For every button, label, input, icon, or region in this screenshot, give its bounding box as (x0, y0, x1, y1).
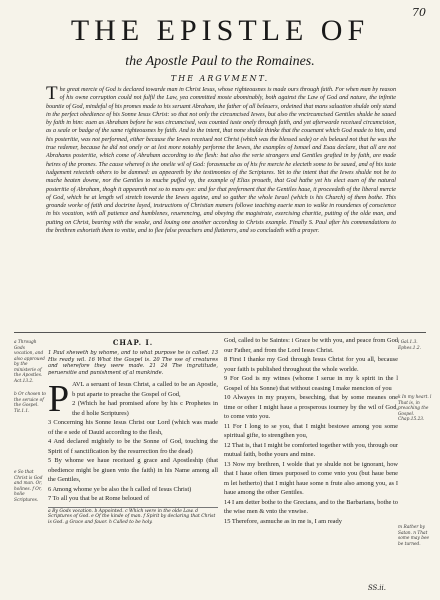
margin-note-right-top: i Gal.1.3. Ephes.1.2. (398, 340, 421, 351)
verse-7-cont: God, called to be Saintes: i Grace be with you, and peace from God our Father, and from the Lord Iesus Christ. (224, 337, 398, 354)
margin-note-right-low: m Rather by Satan. n That some may bee be turned. (398, 525, 430, 547)
verse-14: 14 I am detter bothe to the Grecians, and to the Barbarians, bothe to the wise men & vnto the vnwise. (224, 498, 398, 515)
verse-8: 8 First I thanke my God through Iesus Christ for you all, because your faith is published throughout the whole worlde. (224, 356, 398, 373)
margin-note-left-mid: b Or chosen to the seruice of the Gospel. Tit.1.1. (14, 392, 47, 414)
signature-mark: SS.ii. (367, 584, 386, 592)
right-column (224, 336, 398, 526)
footnotes: a By Gods vocation. b Appointed. c Which were in the olde Law. d Scriptures of God. e Of the kinde of man. f Spirit by declaring that Christ is God. g Grace and fauor. h Called to be holy. (48, 507, 218, 526)
verse-9: 9 For God is my witnes (whome I serue in my k spirit in the l Gospel of his Sonne) that without ceasing I make mencion of you (224, 375, 398, 392)
divider (14, 332, 426, 333)
argument-text (46, 83, 396, 235)
verse-6: 6 Among whome ye be also the h called of Iesus Christ) (48, 485, 192, 493)
argument-initial: T (46, 83, 58, 104)
verse-13: 13 Now my brethren, I wolde that ye shulde not be ignorant, how that I haue often times purposed to come vnto you (but haue bene m let hetherto) that I might haue some n frute also among you, as I haue among the other Gentiles. (224, 460, 398, 496)
verse-10: 10 Alwayes in my prayers, beseching, that by some meanes one time or other I might haue a prosperous iourney by the wil of God, to come vnto you. (224, 394, 398, 420)
page-title: THE EPISTLE OF (70, 14, 370, 47)
verse-3: 3 Concerning his Sonne Iesus Christ our Lord (which was made of the e sede of Dauid according to the flesh, (48, 419, 218, 436)
verse-5: 5 By whome we haue receiued g grace and Apostleship (that obedience might be giuen vnto the faith) in his Name among all the Gentiles, (48, 457, 218, 484)
chapter-summary: 1 Paul sheweth by whome, and to what purpose he is called. 13 His ready wil. 16 What the Gospel is. 20 The vse of creatures and wherefore they were made. 21 24 The ingratitude, peruersitie and punishment of al mankinde. (48, 350, 218, 376)
verse-2: 2 (Which he had promised afore by his c Prophetes in the d holie Scriptures) (72, 400, 218, 417)
verse-4: 4 And declared mightely to be the Sonne of God, touching the Spirit of f sanctification by the resurrection fro the dead) (48, 438, 218, 455)
left-column (48, 336, 218, 526)
margin-note-left-top: a Through Gods vocation, and also approued by the ministerie of the Apostles. Act.13.2. (14, 340, 45, 384)
argument-heading: THE ARGVMENT. (170, 74, 270, 83)
margin-note-left-low: e So that Christ is God and man. Or, holines. f Or, holie Scriptures. (14, 470, 43, 503)
chapter-heading: CHAP. I. (112, 338, 154, 347)
verse-1-text: AVL a seruant of Iesus Christ, a called to be an Apostle, b put aparte to preache the Gospel of God, (72, 381, 218, 398)
folio: 70 (412, 6, 426, 19)
verse-12: 12 That is, that I might be comforted together with you, through our mutual faith, bothe yours and mine. (224, 441, 398, 458)
verse-7: 7 To all you that be at Rome beloued of (48, 495, 150, 503)
margin-note-right-mid: k In my heart. l That is, in preaching the Gospel. Chap.15.23. (398, 395, 432, 422)
verse-15: 15 Therefore, asmuche as in me is, I am ready (224, 517, 342, 525)
drop-cap: P (48, 378, 70, 421)
verse-11: 11 For I long to se you, that I might bestowe among you some spiritual gifte, to strengthen you, (224, 422, 398, 439)
argument-body: he great mercie of God is declared towarde man in Christ Iesus, whose righteousnes is made ours through faith. For when man by reason of his owne corruption could not fulfil the Law, yea committed moste abominably, both against the Law of God and nature, the infinite bountie of God, mindeful of his promes made to his seruant Abraham, the father of all beleuers, ordeined that mans saluation shulde only stand in the perfect obedience of his Sonne Iesus Christ: so that not only the circumcised Iewes, but also the vncircumcised Gentiles shulde be saued by faith in him: euen as Abraham before he was circumcised, was counted iuste onely through faith, and yet afterwarde receiued circumcision, as a seale or badge of the same righteousnes by faith. And to the intent, that none shulde thinke that the couenant which God made to him, and his posteritie, was not performed, either because the Iewes receiued not Christ (which was the blessed sede) or els beleued not that he was the true redemer, because he did not onely or at lest more notably performe the Iewes, the examples of Ismael and Esau declare, that all are not Abrahams posteritie, which come of Abraham according to the flesh: but also the verie strangers and Gentiles grafted in by faith, are made heires of the promes. The cause whereof is the onelie wil of God: forasmuche as of his fre mercie he electeth some to be saued, and of his iuste iudgement reiecteth others to be damned: as appeareth by the testimonies of the Scriptures. Yet to the intent that the Iewes shulde not be to muche beaten downe, nor the Gentiles to muche puffed vp, the example of Elias proueth, that God hathe yet his elect euen of the natural posteritie of Abraham, thogh it appeareth not so to mans eye: and for that preferment that the Gentiles haue, it proceedeth of the liberal mercie of God, which he at length wil stretch towarde the Iewes againe, and so gather the whole Israel (which is his Church) of them bothe. This grounde worke of faith and doctrine layed, instructions of Christian maners followe teaching euerie man to walke in roundenes of conscience in his vocation, with all patience and humblenes, reuerencing, and obeying the magistrate, exercising charitie, putting of the olde man, and putting on Christ, bearing with the weake, and louing one another according to Christs example. Finally S. Paul after his commendations to the brethren exhorteth them to vnitie, and to flee false preachers and flatterers, and so concludeth with a prayer. (46, 87, 396, 235)
page-subtitle: the Apostle Paul to the Romaines. (125, 54, 315, 69)
